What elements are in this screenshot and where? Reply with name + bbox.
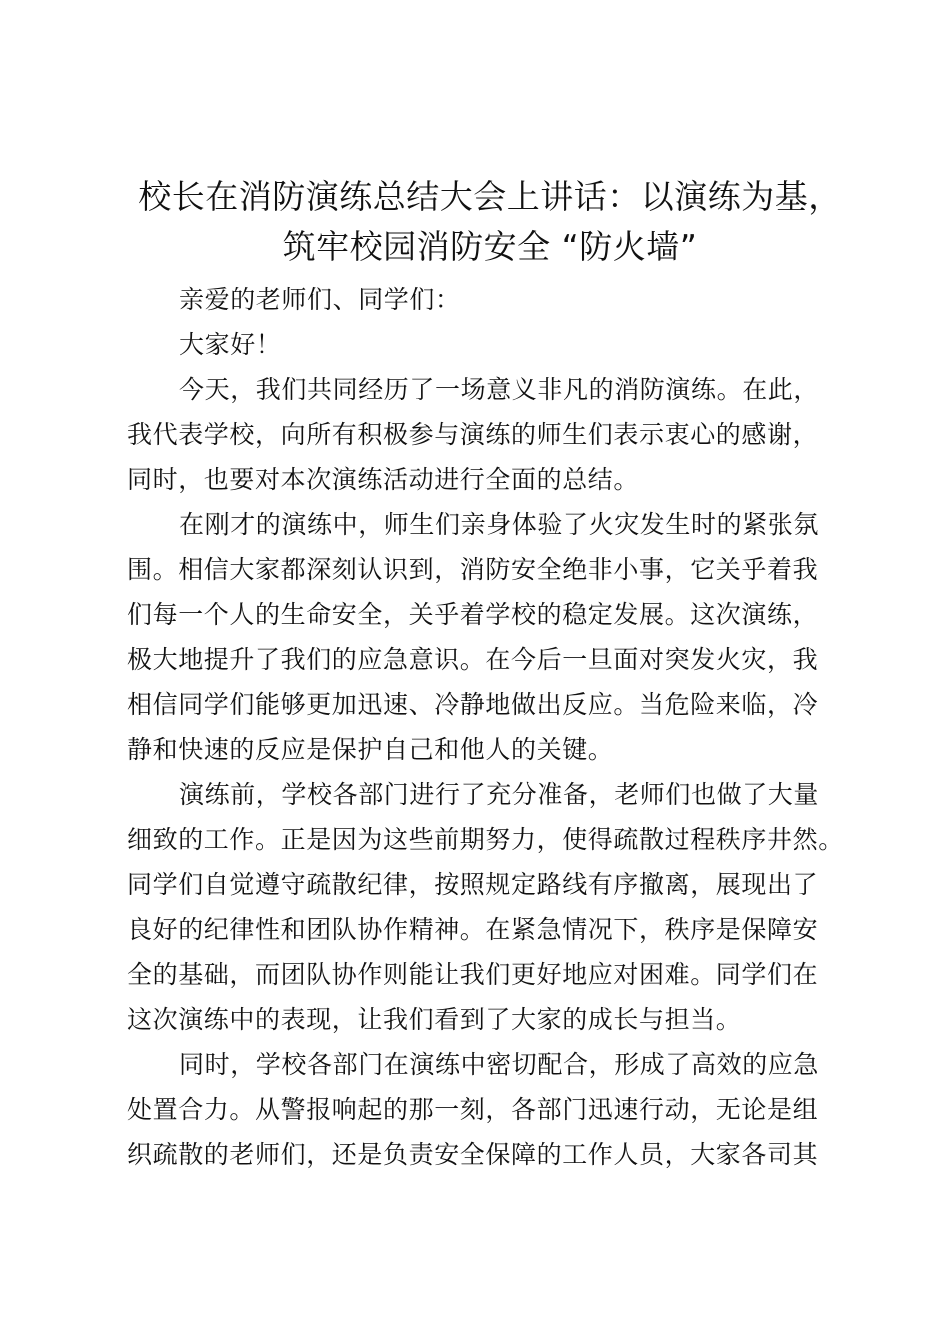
body-paragraph (127, 1042, 845, 1177)
text-line: 静和快速的反应是保护自己和他人的关键。 (127, 735, 614, 764)
text-line: 这次演练中的表现，让我们看到了大家的成长与担当。 (127, 1005, 742, 1034)
greeting-paragraph (127, 322, 845, 367)
text-line: 围。相信大家都深刻认识到，消防安全绝非小事，它关乎着我 (127, 555, 819, 584)
text-line: 们每一个人的生命安全，关乎着学校的稳定发展。这次演练， (127, 600, 819, 629)
text-line: 全的基础，而团队协作则能让我们更好地应对困难。同学们在 (127, 960, 819, 989)
text-line: 处置合力。从警报响起的那一刻，各部门迅速行动，无论是组 (127, 1095, 819, 1124)
title-line: 校长在消防演练总结大会上讲话：以演练为基， (138, 177, 842, 216)
body-paragraph (127, 367, 845, 502)
text-line: 细致的工作。正是因为这些前期努力，使得疏散过程秩序井然。 (127, 825, 844, 854)
text-line: 我代表学校，向所有积极参与演练的师生们表示衷心的感谢， (127, 420, 819, 449)
body-paragraph (127, 772, 845, 1042)
text-line: 同时，也要对本次演练活动进行全面的总结。 (127, 465, 640, 494)
text-line: 在刚才的演练中，师生们亲身体验了火灾发生时的紧张氛 (179, 510, 820, 539)
text-line: 亲爱的老师们、同学们： (179, 285, 461, 314)
text-line: 大家好！ (179, 330, 282, 359)
document-title (100, 172, 880, 272)
text-line: 今天，我们共同经历了一场意义非凡的消防演练。在此， (179, 375, 820, 404)
text-line: 相信同学们能够更加迅速、冷静地做出反应。当危险来临，冷 (127, 690, 819, 719)
text-line: 极大地提升了我们的应急意识。在今后一旦面对突发火灾，我 (127, 645, 819, 674)
text-line: 演练前，学校各部门进行了充分准备，老师们也做了大量 (179, 780, 820, 809)
title-line: 筑牢校园消防安全 “防火墙” (282, 227, 698, 266)
text-line: 织疏散的老师们，还是负责安全保障的工作人员，大家各司其 (127, 1140, 819, 1169)
document-body (127, 277, 845, 1177)
text-line: 同学们自觉遵守疏散纪律，按照规定路线有序撤离，展现出了 (127, 870, 819, 899)
salutation-paragraph (127, 277, 845, 322)
text-line: 同时，学校各部门在演练中密切配合，形成了高效的应急 (179, 1050, 820, 1079)
text-line: 良好的纪律性和团队协作精神。在紧急情况下，秩序是保障安 (127, 915, 819, 944)
body-paragraph (127, 502, 845, 772)
